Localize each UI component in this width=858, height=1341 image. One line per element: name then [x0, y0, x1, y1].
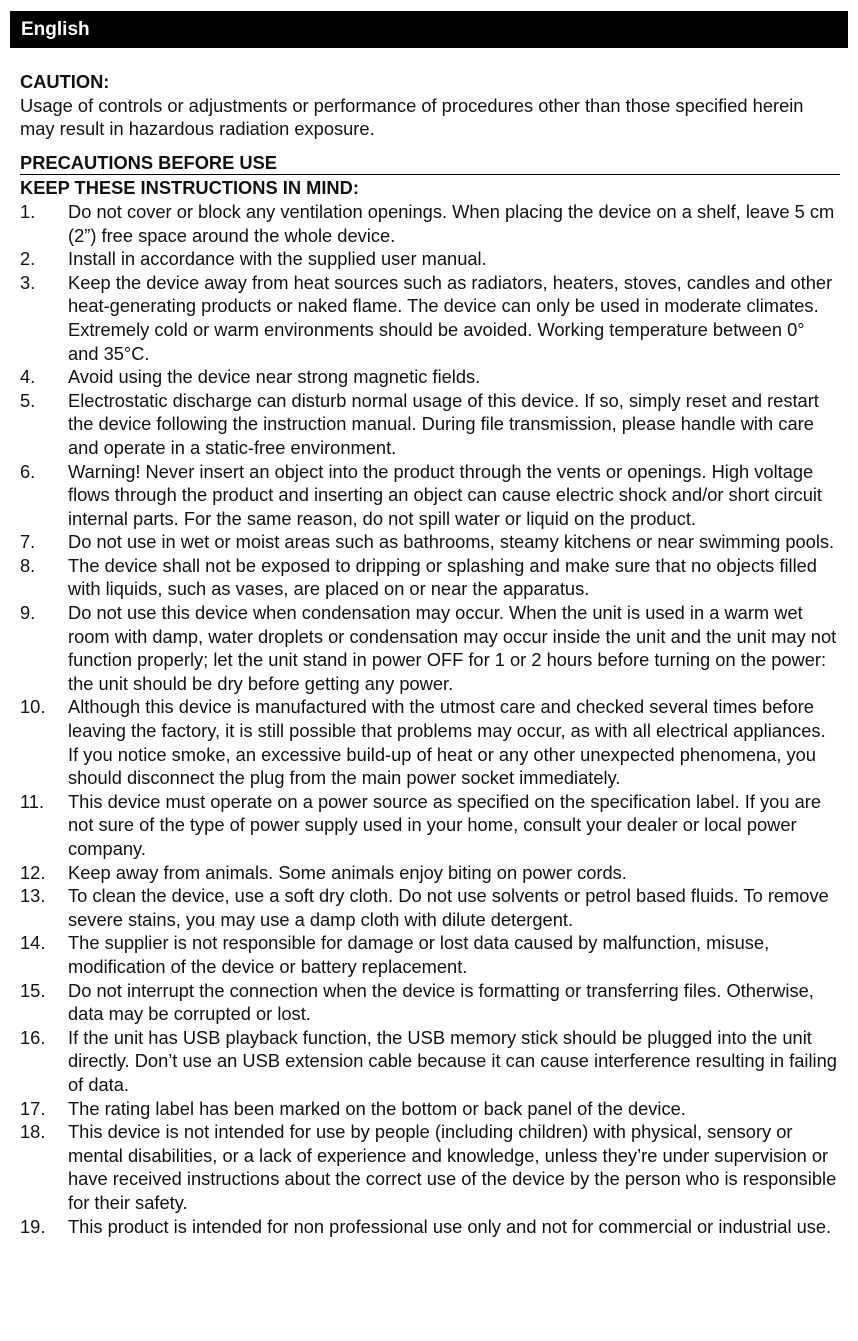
list-item-text: Do not interrupt the connection when the device is formatting or transferring files. Otherwise, data may be corrupted or lost. — [68, 979, 814, 1025]
list-item-number: 10. — [20, 696, 46, 718]
list-item — [20, 931, 840, 978]
list-item — [20, 790, 840, 861]
list-item-text: The supplier is not responsible for damage or lost data caused by malfunction, misuse, modification of the device or battery replacement. — [68, 932, 770, 977]
list-item — [20, 1120, 840, 1214]
list-item — [20, 1026, 840, 1097]
list-item — [20, 271, 840, 365]
list-item — [20, 601, 840, 695]
list-item-text: Warning! Never insert an object into the product through the vents or openings. High voltage flows through the product and inserting an object can cause electric shock and/or short circuit internal parts. For the same reason, do not spill water or liquid on the product. — [68, 460, 823, 529]
list-item-number: 9. — [20, 602, 36, 624]
caution-title: CAUTION: — [20, 71, 110, 92]
list-item-number: 8. — [20, 554, 36, 576]
list-item-number: 4. — [20, 366, 36, 388]
precautions-title: PRECAUTIONS BEFORE USE — [20, 151, 277, 173]
list-item — [20, 979, 840, 1026]
list-item-number: 14. — [20, 932, 46, 954]
list-item-number: 12. — [20, 861, 46, 883]
list-item-number: 3. — [20, 271, 36, 293]
list-item-number: 16. — [20, 1026, 46, 1048]
list-item-text: The rating label has been marked on the bottom or back panel of the device. — [68, 1097, 686, 1119]
list-item — [20, 554, 840, 601]
list-item-text: If the unit has USB playback function, the USB memory stick should be plugged into the unit directly. Don’t use an USB extension cable because it can cause interference resulting in failing of data. — [68, 1026, 837, 1095]
list-item-number: 2. — [20, 248, 36, 270]
list-item — [20, 460, 840, 531]
list-item-text: To clean the device, use a soft dry cloth. Do not use solvents or petrol based fluids. To remove severe stains, you may use a damp cloth with dilute detergent. — [68, 885, 829, 930]
list-item — [20, 861, 840, 885]
list-item — [20, 365, 840, 389]
list-item — [20, 530, 840, 554]
list-item-number: 15. — [20, 979, 46, 1001]
list-item-text: Do not cover or block any ventilation openings. When placing the device on a shelf, leave 5 cm (2”) free space around the whole device. — [68, 200, 835, 246]
list-item-number: 13. — [20, 885, 46, 907]
list-item-text: Keep the device away from heat sources such as radiators, heaters, stoves, candles and other heat-generating products or naked flame. The device can only be used in moderate climates. Extremely cold or warm environments should be avoided. Working temperature between 0° and 35°C. — [68, 271, 833, 364]
list-item-number: 17. — [20, 1097, 46, 1119]
list-item-text: Avoid using the device near strong magnetic fields. — [68, 366, 481, 388]
language-header: English — [10, 11, 848, 48]
list-item — [20, 1097, 840, 1121]
manual-content — [20, 70, 840, 1238]
list-item-number: 1. — [20, 200, 36, 222]
list-item — [20, 200, 840, 247]
list-item-number: 18. — [20, 1121, 46, 1143]
list-item-text: This device is not intended for use by people (including children) with physical, sensory or mental disabilities, or a lack of experience and knowledge, unless they’re under supervision or have received instructions about the correct use of the device by the person who is responsible for their safety. — [68, 1121, 837, 1213]
list-item — [20, 1215, 840, 1239]
list-item-text: The device shall not be exposed to dripping or splashing and make sure that no objects filled with liquids, such as vases, are placed on or near the apparatus. — [68, 554, 817, 600]
list-item-number: 7. — [20, 531, 36, 553]
list-item-text: Although this device is manufactured with the utmost care and checked several times before leaving the factory, it is still possible that problems may occur, as with all electrical appliances. If you notice smoke, an excessive build-up of heat or any other unexpected phenomena, you should disconnect the plug from the main power socket immediately. — [68, 696, 826, 789]
list-item — [20, 389, 840, 460]
list-item-text: Install in accordance with the supplied user manual. — [68, 248, 487, 270]
list-item-text: Keep away from animals. Some animals enjoy biting on power cords. — [68, 861, 627, 883]
list-item-number: 5. — [20, 389, 36, 411]
list-item — [20, 247, 840, 271]
list-item-text: This device must operate on a power source as specified on the specification label. If you are not sure of the type of power supply used in your home, consult your dealer or local power company. — [68, 790, 821, 859]
list-item-text: This product is intended for non professional use only and not for commercial or industrial use. — [68, 1215, 832, 1237]
list-item — [20, 884, 840, 931]
list-item-text: Electrostatic discharge can disturb normal usage of this device. If so, simply reset and restart the device following the instruction manual. During file transmission, please handle with care and operate in a static-free environment. — [68, 389, 819, 458]
list-item — [20, 695, 840, 789]
list-item-number: 6. — [20, 460, 36, 482]
list-item-text: Do not use in wet or moist areas such as bathrooms, steamy kitchens or near swimming pools. — [68, 531, 835, 553]
precautions-list — [20, 200, 840, 1238]
list-item-text: Do not use this device when condensation may occur. When the unit is used in a warm wet room with damp, water droplets or condensation may occur inside the unit and the unit may not function properly; let the unit stand in power OFF for 1 or 2 hours before turning on the power: the unit should be dry before getting any power. — [68, 602, 837, 694]
list-item-number: 11. — [20, 790, 45, 812]
list-item-number: 19. — [20, 1215, 46, 1237]
instructions-subtitle: KEEP THESE INSTRUCTIONS IN MIND: — [20, 174, 840, 200]
caution-text: Usage of controls or adjustments or performance of procedures other than those specified herein may result in hazardous radiation exposure. — [20, 94, 804, 140]
